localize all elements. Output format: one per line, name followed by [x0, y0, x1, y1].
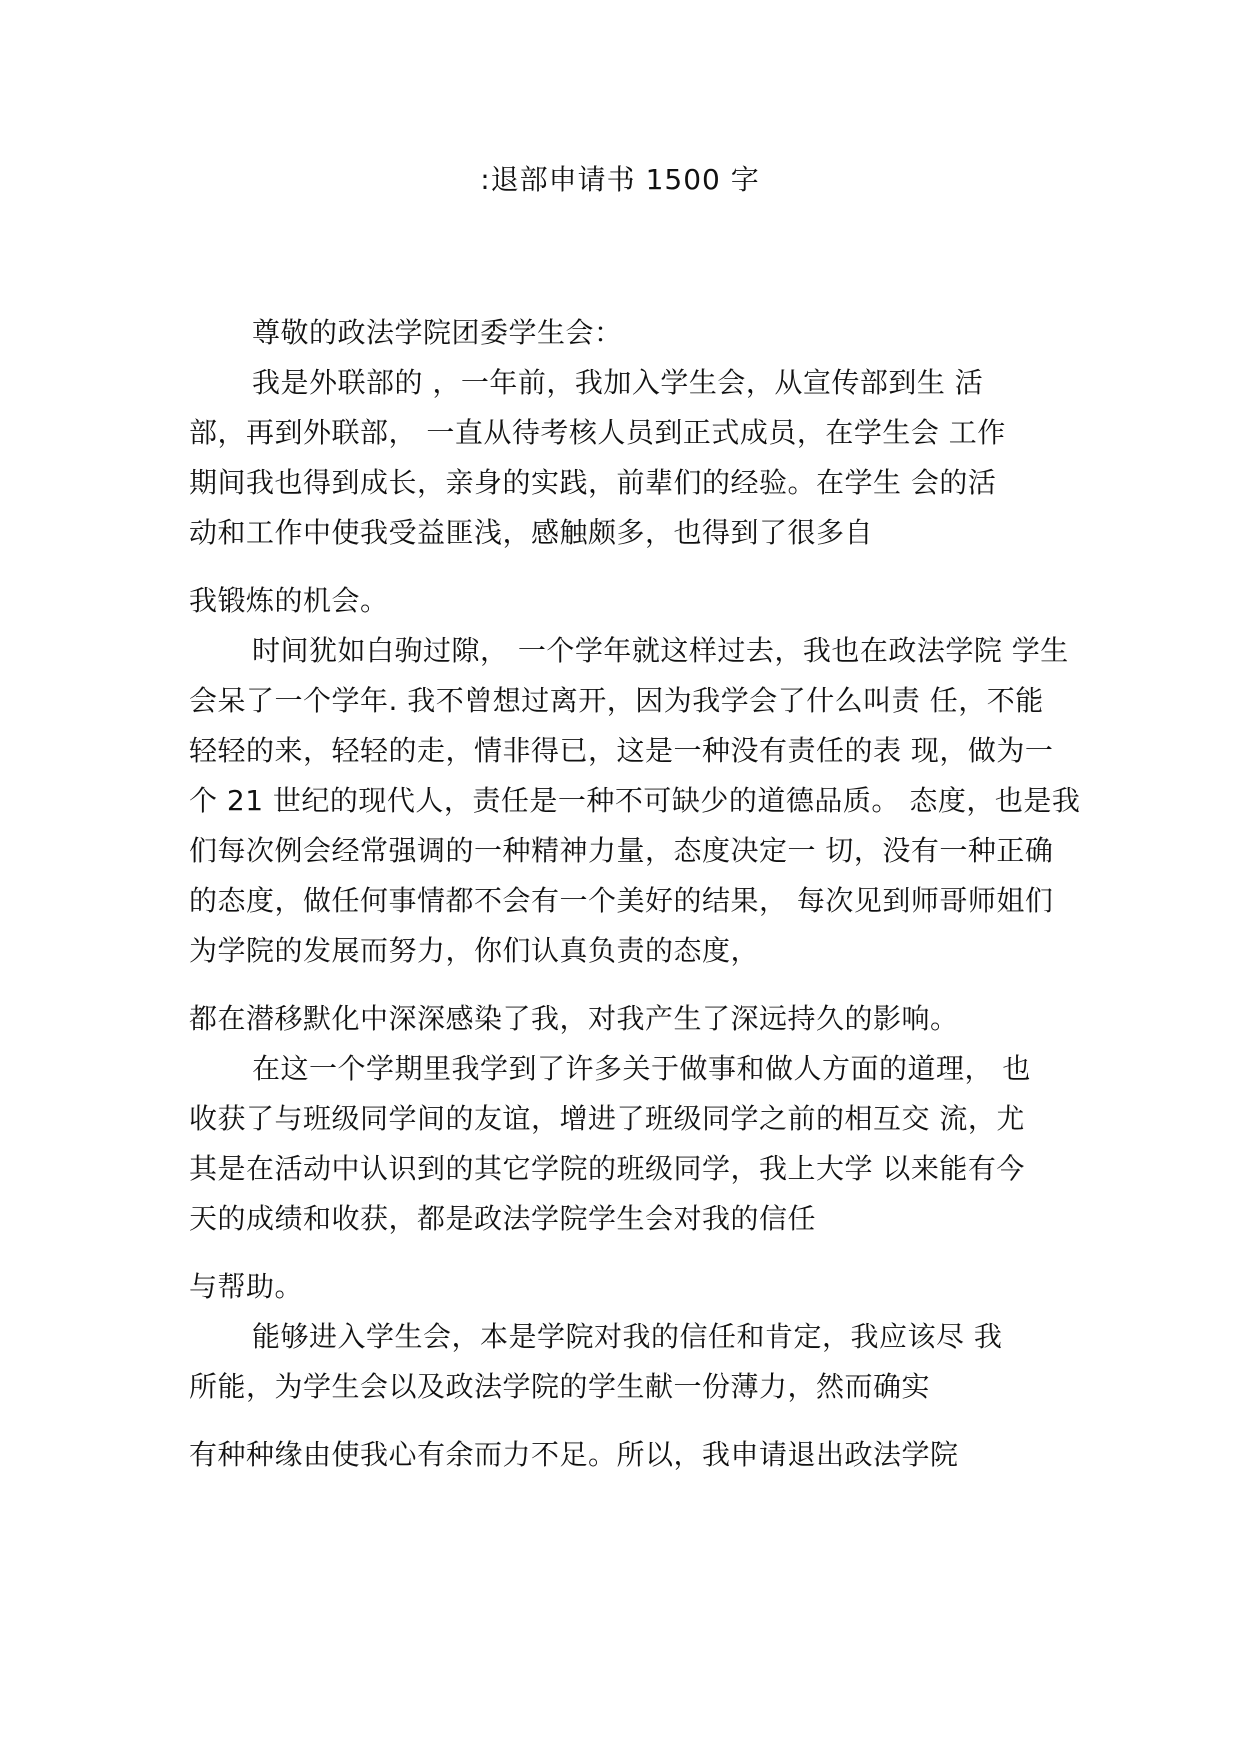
paragraph-line: 有种种缘由使我心有余而力不足。所以，我申请退出政法学院 [189, 1438, 959, 1471]
paragraph-line: 我是外联部的 ，一年前，我加入学生会，从宣传部到生 活 [252, 366, 984, 399]
paragraph-line: 天的成绩和收获，都是政法学院学生会对我的信任 [189, 1202, 817, 1235]
paragraph-line: 能够进入学生会，本是学院对我的信任和肯定，我应该尽 我 [252, 1320, 1003, 1353]
paragraph-line: 所能，为学生会以及政法学院的学生献一份薄力，然而确实 [189, 1370, 931, 1403]
paragraph-line: 收获了与班级同学间的友谊，增进了班级同学之前的相互交 流，尤 [189, 1102, 1025, 1135]
paragraph-line: 在这一个学期里我学到了许多关于做事和做人方面的道理， 也 [252, 1052, 1031, 1085]
paragraph-line: 会呆了一个学年. 我不曾想过离开，因为我学会了什么叫责 任，不能 [189, 684, 1044, 717]
paragraph-line: 与帮助。 [189, 1270, 304, 1303]
paragraph-line: 都在潜移默化中深深感染了我，对我产生了深远持久的影响。 [189, 1002, 959, 1035]
paragraph-line: 轻轻的来，轻轻的走，情非得已，这是一种没有责任的表 现，做为一 [189, 734, 1054, 767]
paragraph-line: 我锻炼的机会。 [189, 584, 389, 617]
paragraph-line: 个 21 世纪的现代人，责任是一种不可缺少的道德品质。 态度，也是我 [189, 784, 1081, 817]
paragraph-line: 的态度，做任何事情都不会有一个美好的结果， 每次见到师哥师姐们 [189, 884, 1054, 917]
paragraph-line: 其是在活动中认识到的其它学院的班级同学，我上大学 以来能有今 [189, 1152, 1025, 1185]
paragraph-line: 期间我也得到成长，亲身的实践，前辈们的经验。在学生 会的活 [189, 466, 997, 499]
paragraph-line: 动和工作中使我受益匪浅，感触颇多，也得到了很多自 [189, 516, 874, 549]
paragraph-line: 时间犹如白驹过隙， 一个学年就这样过去，我也在政法学院 学生 [252, 634, 1069, 667]
paragraph-line: 部，再到外联部， 一直从待考核人员到正式成员，在学生会 工作 [189, 416, 1006, 449]
document-title: :退部申请书 1500 字 [480, 163, 760, 196]
document-body [189, 308, 1089, 1480]
salutation-line: 尊敬的政法学院团委学生会： [252, 316, 623, 349]
paragraph-line: 们每次例会经常强调的一种精神力量，态度决定一 切，没有一种正确 [189, 834, 1054, 867]
paragraph-line: 为学院的发展而努力，你们认真负责的态度， [189, 934, 760, 967]
